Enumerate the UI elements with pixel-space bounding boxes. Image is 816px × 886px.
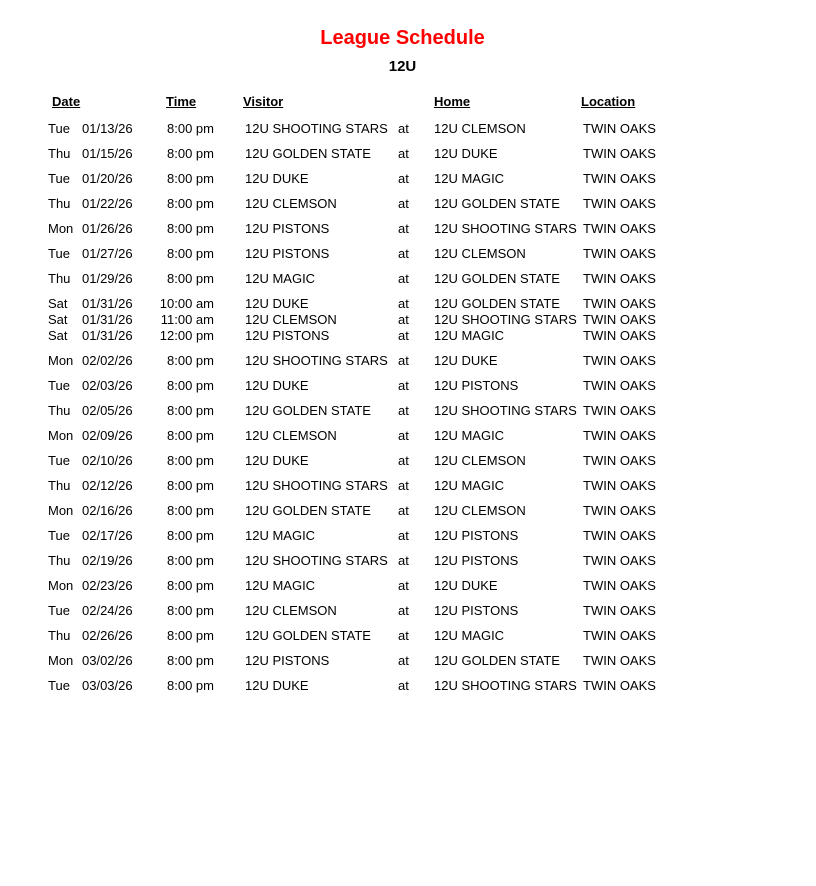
- table-row: [0, 146, 816, 162]
- cell-time: 8:00 pm: [167, 428, 214, 443]
- table-row: [0, 528, 816, 544]
- column-header-home: Home: [434, 94, 471, 109]
- cell-day: Tue: [48, 678, 70, 693]
- cell-day: Sat: [48, 312, 68, 327]
- cell-visitor: 12U MAGIC: [245, 528, 316, 543]
- cell-time: 10:00 am: [159, 296, 214, 311]
- cell-visitor: 12U GOLDEN STATE: [245, 403, 371, 418]
- cell-visitor: 12U GOLDEN STATE: [245, 146, 371, 161]
- at-label: at: [398, 353, 409, 368]
- cell-date: Thu 02/12/26: [48, 478, 133, 493]
- at-label: at: [398, 146, 409, 161]
- cell-location: TWIN OAKS: [583, 196, 656, 211]
- table-row: [0, 553, 816, 569]
- column-header-time: Time: [166, 94, 197, 109]
- cell-day: Mon: [48, 428, 74, 443]
- cell-day: Tue: [48, 121, 70, 136]
- table-row: [0, 171, 816, 187]
- cell-day: Thu: [48, 478, 71, 493]
- table-body: [0, 121, 816, 694]
- cell-visitor: 12U DUKE: [245, 171, 309, 186]
- cell-home: 12U SHOOTING STARS: [434, 678, 577, 693]
- cell-date: Thu 01/15/26: [48, 146, 133, 161]
- cell-home: 12U MAGIC: [434, 328, 505, 343]
- cell-home: 12U PISTONS: [434, 603, 519, 618]
- cell-location: TWIN OAKS: [583, 503, 656, 518]
- table-row: [0, 428, 816, 444]
- table-row: [0, 196, 816, 212]
- table-row: [0, 221, 816, 237]
- cell-location: TWIN OAKS: [583, 578, 656, 593]
- cell-location: TWIN OAKS: [583, 453, 656, 468]
- cell-day: Tue: [48, 453, 70, 468]
- cell-home: 12U SHOOTING STARS: [434, 403, 577, 418]
- cell-home: 12U PISTONS: [434, 528, 519, 543]
- table-row: [0, 353, 816, 369]
- cell-location: TWIN OAKS: [583, 528, 656, 543]
- cell-home: 12U DUKE: [434, 353, 498, 368]
- cell-date: Mon 02/23/26: [48, 578, 133, 593]
- cell-time: 8:00 pm: [167, 678, 214, 693]
- cell-location: TWIN OAKS: [583, 553, 656, 568]
- cell-location: TWIN OAKS: [583, 146, 656, 161]
- cell-time: 11:00 am: [160, 312, 214, 327]
- cell-date: Mon 02/16/26: [48, 503, 133, 518]
- at-label: at: [398, 553, 409, 568]
- cell-time: 8:00 pm: [167, 271, 214, 286]
- at-label: at: [398, 428, 409, 443]
- at-label: at: [398, 246, 409, 261]
- cell-time: 8:00 pm: [167, 503, 214, 518]
- cell-date: Thu 02/19/26: [48, 553, 133, 568]
- cell-home: 12U DUKE: [434, 578, 498, 593]
- at-label: at: [398, 312, 409, 327]
- cell-day: Thu: [48, 553, 71, 568]
- table-row: [0, 378, 816, 394]
- cell-day: Mon: [48, 578, 74, 593]
- cell-date: Tue 01/27/26: [48, 246, 133, 261]
- cell-date: Thu 02/26/26: [48, 628, 133, 643]
- cell-date: Tue 02/24/26: [48, 603, 133, 618]
- cell-visitor: 12U DUKE: [245, 453, 309, 468]
- cell-visitor: 12U PISTONS: [245, 328, 330, 343]
- cell-location: TWIN OAKS: [583, 296, 656, 311]
- cell-visitor: 12U SHOOTING STARS: [245, 478, 388, 493]
- table-row: [0, 328, 816, 344]
- cell-location: TWIN OAKS: [583, 121, 656, 136]
- cell-home: 12U CLEMSON: [434, 121, 526, 136]
- cell-location: TWIN OAKS: [583, 353, 656, 368]
- cell-visitor: 12U SHOOTING STARS: [245, 353, 388, 368]
- table-row: [0, 603, 816, 619]
- cell-visitor: 12U PISTONS: [245, 653, 330, 668]
- cell-home: 12U CLEMSON: [434, 503, 526, 518]
- cell-home: 12U CLEMSON: [434, 246, 526, 261]
- cell-date: Tue 02/03/26: [48, 378, 133, 393]
- cell-location: TWIN OAKS: [583, 171, 656, 186]
- table-row: [0, 578, 816, 594]
- cell-date: Tue 02/17/26: [48, 528, 133, 543]
- cell-home: 12U GOLDEN STATE: [434, 271, 560, 286]
- table-row: [0, 296, 816, 312]
- at-label: at: [398, 678, 409, 693]
- cell-day: Sat: [48, 328, 68, 343]
- cell-location: TWIN OAKS: [583, 271, 656, 286]
- at-label: at: [398, 453, 409, 468]
- at-label: at: [398, 628, 409, 643]
- cell-time: 12:00 pm: [159, 328, 214, 343]
- at-label: at: [398, 171, 409, 186]
- at-label: at: [398, 271, 409, 286]
- cell-day: Sat: [48, 296, 68, 311]
- cell-time: 8:00 pm: [167, 171, 214, 186]
- at-label: at: [398, 296, 409, 311]
- cell-time: 8:00 pm: [167, 578, 214, 593]
- cell-visitor: 12U CLEMSON: [245, 428, 337, 443]
- cell-day: Thu: [48, 271, 71, 286]
- cell-home: 12U CLEMSON: [434, 453, 526, 468]
- cell-time: 8:00 pm: [167, 628, 214, 643]
- cell-home: 12U MAGIC: [434, 171, 505, 186]
- cell-time: 8:00 pm: [167, 478, 214, 493]
- cell-time: 8:00 pm: [167, 403, 214, 418]
- cell-time: 8:00 pm: [167, 453, 214, 468]
- at-label: at: [398, 503, 409, 518]
- at-label: at: [398, 121, 409, 136]
- cell-time: 8:00 pm: [167, 528, 214, 543]
- cell-visitor: 12U DUKE: [245, 296, 309, 311]
- table-row: [0, 121, 816, 137]
- cell-location: TWIN OAKS: [583, 478, 656, 493]
- column-header-date: Date: [52, 94, 81, 109]
- cell-day: Mon: [48, 221, 74, 236]
- cell-visitor: 12U DUKE: [245, 678, 309, 693]
- cell-time: 8:00 pm: [167, 121, 214, 136]
- cell-home: 12U SHOOTING STARS: [434, 221, 577, 236]
- cell-day: Tue: [48, 528, 70, 543]
- cell-date: Sat 01/31/26: [48, 312, 133, 327]
- cell-time: 8:00 pm: [167, 653, 214, 668]
- table-row: [0, 628, 816, 644]
- table-header-row: [0, 94, 816, 110]
- cell-visitor: 12U DUKE: [245, 378, 309, 393]
- table-row: [0, 271, 816, 287]
- cell-date: Tue 03/03/26: [48, 678, 133, 693]
- cell-date: Mon 02/02/26: [48, 353, 133, 368]
- cell-location: TWIN OAKS: [583, 603, 656, 618]
- cell-location: TWIN OAKS: [583, 428, 656, 443]
- at-label: at: [398, 221, 409, 236]
- cell-date: Mon 03/02/26: [48, 653, 133, 668]
- table-row: [0, 478, 816, 494]
- cell-location: TWIN OAKS: [583, 653, 656, 668]
- cell-day: Mon: [48, 353, 74, 368]
- table-row: [0, 678, 816, 694]
- cell-visitor: 12U PISTONS: [245, 246, 330, 261]
- cell-visitor: 12U MAGIC: [245, 578, 316, 593]
- cell-time: 8:00 pm: [167, 378, 214, 393]
- table-row: [0, 453, 816, 469]
- cell-day: Mon: [48, 653, 74, 668]
- cell-date: Thu 01/22/26: [48, 196, 133, 211]
- at-label: at: [398, 528, 409, 543]
- cell-date: Sat 01/31/26: [48, 328, 133, 343]
- schedule-table: [0, 94, 816, 694]
- cell-home: 12U PISTONS: [434, 553, 519, 568]
- page-subtitle: 12U: [388, 58, 417, 75]
- at-label: at: [398, 196, 409, 211]
- cell-home: 12U GOLDEN STATE: [434, 196, 560, 211]
- cell-date: Tue 02/10/26: [48, 453, 133, 468]
- table-row: [0, 246, 816, 262]
- cell-home: 12U MAGIC: [434, 478, 505, 493]
- table-row: [0, 403, 816, 419]
- cell-time: 8:00 pm: [167, 146, 214, 161]
- cell-location: TWIN OAKS: [583, 246, 656, 261]
- cell-day: Tue: [48, 246, 70, 261]
- cell-date: Thu 02/05/26: [48, 403, 133, 418]
- at-label: at: [398, 328, 409, 343]
- cell-time: 8:00 pm: [167, 603, 214, 618]
- cell-home: 12U GOLDEN STATE: [434, 653, 560, 668]
- cell-visitor: 12U GOLDEN STATE: [245, 628, 371, 643]
- cell-date: Mon 01/26/26: [48, 221, 133, 236]
- cell-time: 8:00 pm: [167, 221, 214, 236]
- cell-location: TWIN OAKS: [583, 403, 656, 418]
- cell-date: Tue 01/13/26: [48, 121, 133, 136]
- cell-date: Sat 01/31/26: [48, 296, 133, 311]
- cell-visitor: 12U PISTONS: [245, 221, 330, 236]
- cell-location: TWIN OAKS: [583, 221, 656, 236]
- at-label: at: [398, 478, 409, 493]
- table-row: [0, 503, 816, 519]
- cell-day: Thu: [48, 196, 71, 211]
- cell-visitor: 12U MAGIC: [245, 271, 316, 286]
- cell-home: 12U MAGIC: [434, 628, 505, 643]
- cell-day: Thu: [48, 146, 71, 161]
- cell-visitor: 12U CLEMSON: [245, 312, 337, 327]
- cell-day: Tue: [48, 378, 70, 393]
- column-header-visitor: Visitor: [243, 94, 284, 109]
- cell-time: 8:00 pm: [167, 196, 214, 211]
- cell-day: Tue: [48, 171, 70, 186]
- cell-day: Mon: [48, 503, 74, 518]
- table-row: [0, 653, 816, 669]
- cell-location: TWIN OAKS: [583, 378, 656, 393]
- cell-visitor: 12U SHOOTING STARS: [245, 553, 388, 568]
- cell-time: 8:00 pm: [167, 246, 214, 261]
- cell-visitor: 12U CLEMSON: [245, 603, 337, 618]
- cell-location: TWIN OAKS: [583, 628, 656, 643]
- cell-day: Tue: [48, 603, 70, 618]
- cell-location: TWIN OAKS: [583, 678, 656, 693]
- column-header-location: Location: [581, 94, 636, 109]
- cell-date: Tue 01/20/26: [48, 171, 133, 186]
- at-label: at: [398, 578, 409, 593]
- cell-visitor: 12U GOLDEN STATE: [245, 503, 371, 518]
- cell-visitor: 12U SHOOTING STARS: [245, 121, 388, 136]
- at-label: at: [398, 603, 409, 618]
- cell-time: 8:00 pm: [167, 553, 214, 568]
- cell-visitor: 12U CLEMSON: [245, 196, 337, 211]
- cell-date: Thu 01/29/26: [48, 271, 133, 286]
- cell-location: TWIN OAKS: [583, 328, 656, 343]
- cell-time: 8:00 pm: [167, 353, 214, 368]
- at-label: at: [398, 403, 409, 418]
- cell-date: Mon 02/09/26: [48, 428, 133, 443]
- cell-home: 12U DUKE: [434, 146, 498, 161]
- cell-home: 12U GOLDEN STATE: [434, 296, 560, 311]
- cell-home: 12U SHOOTING STARS: [434, 312, 577, 327]
- at-label: at: [398, 653, 409, 668]
- cell-day: Thu: [48, 403, 71, 418]
- page-title: League Schedule: [320, 27, 485, 49]
- cell-day: Thu: [48, 628, 71, 643]
- page-header: [0, 0, 805, 75]
- cell-home: 12U PISTONS: [434, 378, 519, 393]
- table-row: [0, 312, 816, 328]
- cell-location: TWIN OAKS: [583, 312, 656, 327]
- cell-home: 12U MAGIC: [434, 428, 505, 443]
- at-label: at: [398, 378, 409, 393]
